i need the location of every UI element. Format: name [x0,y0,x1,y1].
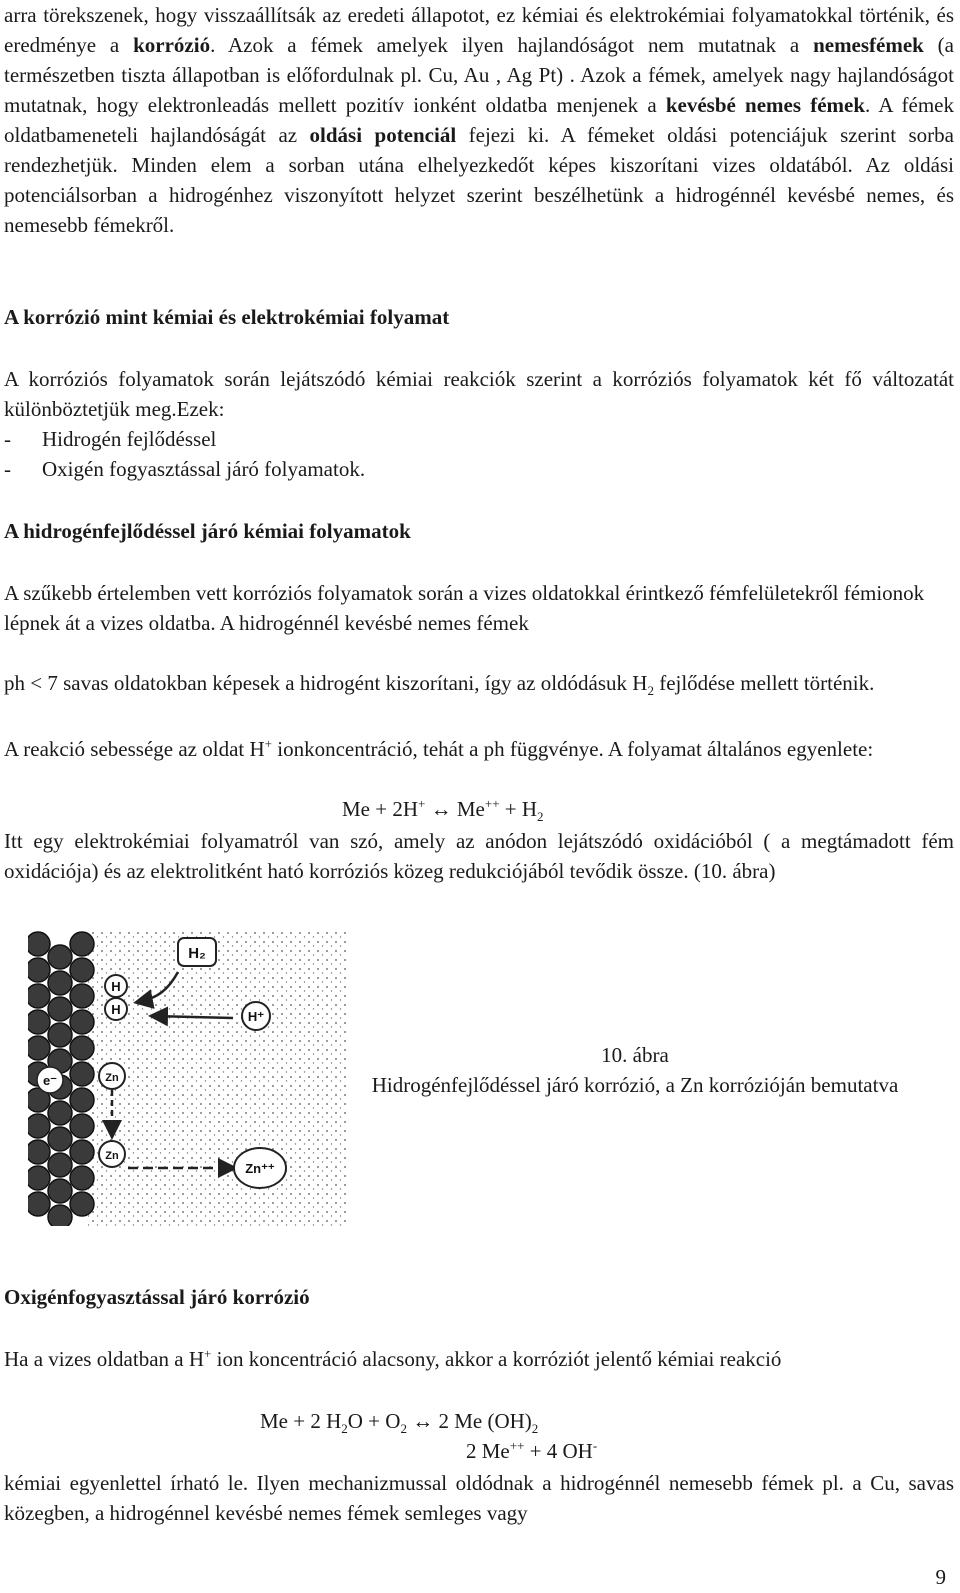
term-oldasi-potencial: oldási potenciál [309,123,457,147]
svg-text:H: H [111,979,121,994]
section-heading-oxigen: Oxigénfogyasztással járó korrózió [4,1285,310,1309]
intro-paragraph: arra törekszenek, hogy visszaállítsák az eredeti állapotot, ez kémiai és elektrokémiai folyamatokkal történik, és eredménye a korrózió. Azok a fémek amelyek ilyen hajlandóságot nem mutatnak a nemesfémek (a természetben tiszta állapotban is előfordulnak pl. Cu, Au , Ag Pt) . Azok a fémek, amelyek nagy hajlandóságot mutatnak, hogy elektronleadás mellett pozitív ionként oldatba menjenek a kevésbé nemes fémek. A fémek oldatbameneteli hajlandóságát az oldási potenciál fejezi ki. A fémeket oldási potenciájuk szerint sorba rendezhetjük. Minden elem a sorban utána elhelyezkedőt képes kiszorítani vizes oldatából. Az oldási potenciálsorban a hidrogénhez viszonyított helyzet szerint beszélhetünk a hidrogénnél kevésbé nemes, és nemesebb fémekről. [4,3,955,237]
metal-atom [70,1010,94,1034]
metal-atom [48,971,72,995]
metal-atom [28,958,50,982]
svg-text:Zn: Zn [105,1072,119,1084]
section2-paragraph-3: A reakció sebessége az oldat H+ ionkoncentráció, tehát a ph függvénye. A folyamat általános egyenlete: [4,736,874,761]
metal-atom [70,1166,94,1190]
metal-atom [70,1062,94,1086]
list-item: - Hidrogén fejlődéssel [4,427,217,451]
metal-atom [28,1140,50,1164]
svg-text:H: H [111,1002,121,1017]
equation-oxygen-2: 2 Me++ + 4 OH- [466,1438,598,1463]
metal-atom [48,1179,72,1203]
equation-oxygen-1: Me + 2 $H_2O + O_2$ ↔ 2 Me $(OH)_2$ [260,1409,539,1437]
page-number: 9 [935,1565,946,1589]
svg-text:e⁻: e⁻ [42,1073,58,1088]
electron-icon [37,1067,63,1093]
hydrogen-ion-icon [242,1002,270,1030]
corrosion-diagram [28,930,348,1226]
metal-atom [48,945,72,969]
metal-atom [28,1114,50,1138]
section-heading-hidrogen: A hidrogénfejlődéssel járó kémiai folyamatok [4,519,411,543]
h2-molecule-icon [178,938,216,966]
svg-text:Zn⁺⁺: Zn⁺⁺ [245,1161,275,1176]
section2-paragraph-2: ph < 7 savas oldatokban képesek a hidrogént kiszorítani, így az oldódásuk $H_2$ fejlődése mellett történik. [4,671,875,699]
metal-atom [28,1036,50,1060]
metal-atom [48,1127,72,1151]
metal-atom [70,958,94,982]
zinc-ion-icon [234,1148,286,1188]
metal-atom [28,1192,50,1216]
figure-caption-number: 10. ábra [601,1043,669,1067]
section3-paragraph-2: kémiai egyenlettel írható le. Ilyen mechanizmussal oldódnak a hidrogénnél nemesebb fémek pl. a Cu, savas közegben, a hidrogénnel kevésbé nemes fémek semleges vagy [4,1471,954,1525]
metal-atom [70,1192,94,1216]
metal-atom [70,932,94,956]
svg-text:H⁺: H⁺ [247,1009,265,1024]
section1-paragraph: A korróziós folyamatok során lejátszódó kémiai reakciók szerint a korróziós folyamatok két fő változatát különböztetjük meg.Ezek: [4,367,954,421]
electrolyte-region [88,930,348,1226]
corrosion-diagram-svg [28,930,348,1226]
term-kevesbe-nemes: kevésbé nemes fémek [665,93,866,117]
metal-atom [70,984,94,1008]
figure-caption [355,1040,915,1100]
metal-atom [28,932,50,956]
metal-atom [70,1088,94,1112]
metal-atom [48,1101,72,1125]
term-nemesfemek: nemesfémek [813,33,924,57]
metal-atom [70,1036,94,1060]
section2-paragraph-4: Itt egy elektrokémiai folyamatról van szó, amely az anódon lejátszódó oxidációból ( a megtámadott fém oxidációja) és az elektrolitként ható korróziós közeg redukciójából tevődik össze. (10. ábra) [4,829,954,883]
list-item: - Oxigén fogyasztással járó folyamatok. [4,457,366,481]
svg-text:H₂: H₂ [188,945,206,962]
section3-paragraph-1: Ha a vizes oldatban a H+ ion koncentráció alacsony, akkor a korróziót jelentő kémiai reakció [4,1346,782,1371]
metal-atom [70,1140,94,1164]
metal-atom [48,1023,72,1047]
metal-atom [48,1153,72,1177]
svg-text:Zn: Zn [105,1150,119,1162]
metal-atom [48,997,72,1021]
metal-atom [28,984,50,1008]
metal-atom [28,1166,50,1190]
figure-caption-title: Hidrogénfejlődéssel járó korrózió, a Zn korrózióján bemutatva [371,1073,899,1097]
metal-atom [28,1010,50,1034]
section2-paragraph-1: A szűkebb értelemben vett korróziós folyamatok során a vizes oldatokkal érintkező fémfelületekről fémionok lépnek át a vizes oldatba. A hidrogénnél kevésbé nemes fémek [4,581,925,635]
equation-hydrogen: Me + 2H+ ↔ $Me^{++} + H_2$ [342,796,544,825]
section-heading-korrozio: A korrózió mint kémiai és elektrokémiai folyamat [4,305,450,329]
metal-atom [70,1114,94,1138]
metal-atom [48,1205,72,1226]
term-korrozio: korrózió [133,33,211,57]
